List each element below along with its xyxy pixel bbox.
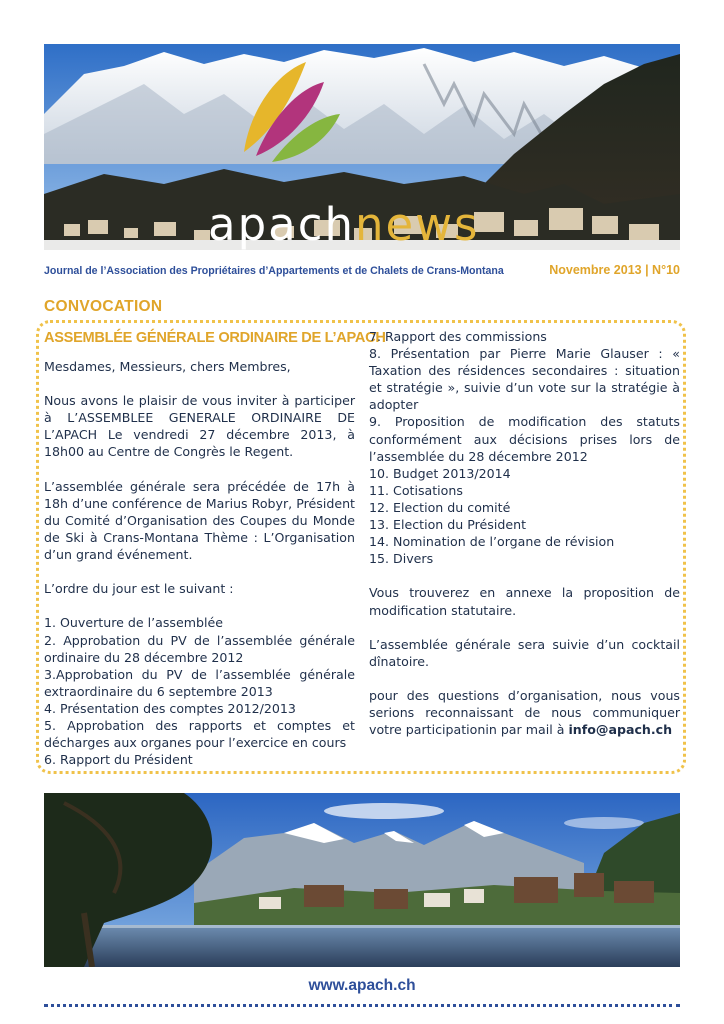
- agenda-item: 12. Election du comité: [369, 499, 511, 515]
- agenda-item: 14. Nomination de l’organe de révision: [369, 534, 615, 550]
- contact-paragraph: [369, 687, 680, 738]
- journal-subtitle: Journal de l’Association des Propriétaires d’Appartements et de Chalets de Crans-Montana: [44, 265, 504, 277]
- issue-number: Novembre 2013 | N°10: [549, 263, 680, 277]
- agenda-item: 10. Budget 2013/2014: [369, 465, 511, 481]
- lake-photo: [44, 793, 680, 967]
- agenda-item: 8. Présentation par Pierre Marie Glauser : « Taxation des résidences secondaires : situation et stratégie », suivie d’un vote sur la stratégie à adopter: [369, 346, 680, 413]
- agenda-item: 11. Cotisations: [369, 482, 463, 498]
- conference-paragraph: L’assemblée générale sera précédée de 17h à 18h d’une conférence de Marius Robyr, Président du Comité d’Organisation des Coupes du Monde de Ski à Crans-Montana Thème : L’Organisation d’un grand événement.: [44, 478, 355, 563]
- agenda-item: 3.Approbation du PV de l’assemblée générale extraordinaire du 6 septembre 2013: [44, 666, 355, 699]
- agenda-item: 1. Ouverture de l’assemblée: [44, 615, 223, 631]
- agenda-item: 13. Election du Président: [369, 517, 527, 533]
- footer-dotted-rule: [44, 1004, 680, 1007]
- agenda-item: 7. Rapport des commissions: [369, 329, 547, 344]
- masthead-title: [208, 198, 480, 250]
- email-link[interactable]: info@apach.ch: [568, 722, 673, 738]
- right-column: [369, 328, 680, 738]
- masthead-apach: apach: [208, 198, 355, 250]
- section-title: ASSEMBLÉE GÉNÉRALE ORDINAIRE DE L’APACH: [44, 330, 386, 346]
- lake-landscape-illustration: [44, 793, 680, 967]
- invitation-paragraph: Nous avons le plaisir de vous inviter à participer à L’ASSEMBLEE GENERALE ORDINAIRE DE L’APACH Le vendredi 27 décembre 2013, à 18h00 au Centre de Congrès le Regent.: [44, 393, 355, 460]
- annex-paragraph: Vous trouverez en annexe la proposition de modification statutaire.: [369, 585, 680, 618]
- header-photo: [44, 44, 680, 250]
- agenda-item: 2. Approbation du PV de l’assemblée générale ordinaire du 28 décembre 2012: [44, 632, 355, 665]
- agenda-item: 9. Proposition de modification des statuts conformément aux décisions prises lors de l’assemblée du 28 décembre 2012: [369, 414, 680, 464]
- website-link[interactable]: www.apach.ch: [308, 977, 416, 994]
- agenda-item: 4. Présentation des comptes 2012/2013: [44, 700, 296, 716]
- cocktail-paragraph: L’assemblée générale sera suivie d’un cocktail dînatoire.: [369, 636, 680, 669]
- masthead-news: news: [354, 198, 480, 250]
- section-kicker: CONVOCATION: [44, 298, 163, 315]
- greeting: Mesdames, Messieurs, chers Membres,: [44, 359, 291, 374]
- left-column: [44, 358, 355, 768]
- agenda-item: 5. Approbation des rapports et comptes et décharges aux organes pour l’exercice en cours: [44, 717, 355, 751]
- agenda-intro: L’ordre du jour est le suivant :: [44, 581, 234, 597]
- contact-text: pour des questions d’organisation, nous vous serions reconnaissant de nous communiquer votre participationin par mail à: [369, 687, 680, 738]
- agenda-item: 15. Divers: [369, 551, 434, 567]
- agenda-item: 6. Rapport du Président: [44, 752, 193, 768]
